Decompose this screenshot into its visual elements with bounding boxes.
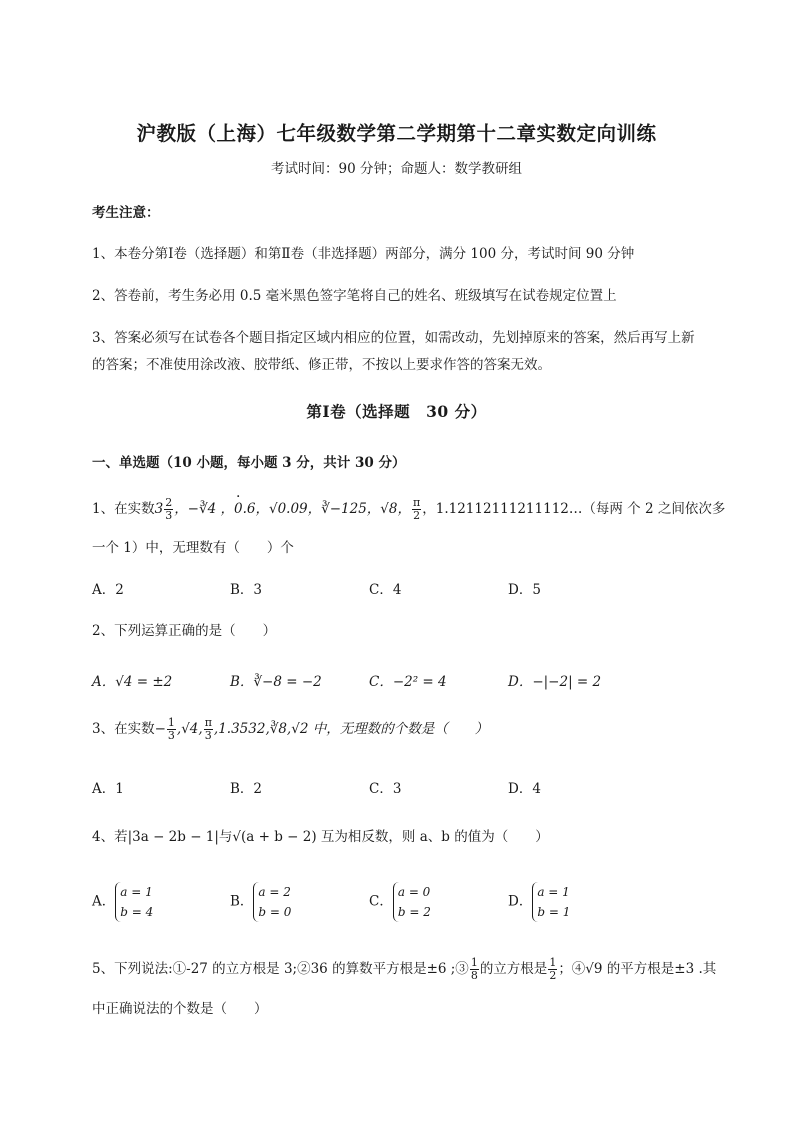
q1-math-4: ，√0.09，∛−125，√8， [255, 501, 412, 517]
q1-math-2: ，−∛4 ， [174, 501, 234, 517]
q5-fraction-1 [470, 957, 479, 982]
section-title: 第Ⅰ卷（选择题 30 分） [306, 402, 487, 421]
q1-frac2-den: 2 [413, 509, 421, 522]
q1-frac1-num: 2 [165, 496, 173, 509]
q1-fraction-1 [164, 497, 173, 522]
q4-option-b-label: B． [230, 893, 254, 910]
question-3-stem [92, 717, 488, 742]
q2-option-a[interactable]: A．√4 = ±2 [92, 674, 173, 690]
q5-tail: ；④√9 的平方根是±3 .其 [558, 961, 717, 977]
q1-option-a[interactable]: A．2 [92, 582, 124, 598]
question-4-stem: 4、若|3a − 2b − 1|与√(a + b − 2) 互为相反数，则 a、b 的值为（ ） [92, 829, 549, 845]
notice-item-1: 1、本卷分第Ⅰ卷（选择题）和第Ⅱ卷（非选择题）两部分，满分 100 分，考试时间 90 分钟 [92, 246, 635, 262]
q5-mid: 的立方根是 [479, 961, 548, 977]
notice-heading: 考生注意： [92, 205, 160, 221]
q4-option-d-eq1: a = 1 [537, 885, 570, 899]
q4-option-b-eq1: a = 2 [258, 885, 291, 899]
q3-option-a[interactable]: A．1 [92, 781, 124, 797]
q4-option-a-system [115, 882, 153, 922]
q2-option-c[interactable]: C．−2² = 4 [369, 674, 447, 690]
q4-option-c-eq2: b = 2 [397, 905, 431, 919]
q1-frac2-num: π [413, 496, 421, 509]
q3-option-c[interactable]: C．3 [369, 781, 402, 797]
question-1-line-1 [92, 497, 725, 522]
page-subtitle: 考试时间：90 分钟；命题人：数学教研组 [271, 161, 522, 177]
q4-option-d-eq2: b = 1 [537, 905, 571, 919]
q3-frac2-num: π [204, 716, 212, 729]
question-2-stem: 2、下列运算正确的是（ ） [92, 623, 277, 639]
q3-frac1-den: 3 [167, 729, 175, 742]
part-heading: 一、单选题（10 小题，每小题 3 分，共计 30 分） [92, 455, 406, 471]
q4-option-b-eq2: b = 0 [258, 905, 292, 919]
q4-option-c-system [393, 882, 431, 922]
q3-prefix: 3、在实数− [92, 721, 166, 737]
q4-option-c[interactable] [369, 882, 431, 922]
q4-option-b[interactable] [230, 882, 291, 922]
q4-option-a[interactable] [92, 882, 153, 922]
q1-math-3: 0.6 · [234, 501, 255, 517]
q4-option-a-eq1: a = 1 [120, 885, 153, 899]
q4-option-d-system [532, 882, 570, 922]
q3-tail: ,1.3532,∛8,√2 中，无理数的个数是（ ） [213, 721, 489, 737]
question-5-line-1 [92, 957, 716, 982]
q1-option-b[interactable]: B．3 [230, 582, 263, 598]
q1-option-c[interactable]: C．4 [369, 582, 402, 598]
q5-frac2-den: 2 [549, 969, 557, 982]
q1-fraction-2 [412, 497, 421, 522]
q4-option-b-system [253, 882, 291, 922]
q4-option-c-eq1: a = 0 [397, 885, 431, 899]
q2-option-b[interactable]: B．∛−8 = −2 [230, 674, 322, 690]
q3-frac2-den: 3 [204, 729, 212, 742]
question-1-line-2: 一个 1）中，无理数有（ ）个 [92, 540, 294, 556]
notice-item-3-cont: 的答案；不准使用涂改液、胶带纸、修正带，不按以上要求作答的答案无效。 [92, 357, 551, 373]
q4-option-a-label: A． [92, 893, 116, 910]
q1-option-d[interactable]: D．5 [508, 582, 541, 598]
q3-fraction-2 [204, 717, 213, 742]
q4-option-d[interactable] [508, 882, 570, 922]
q4-option-c-label: C． [369, 893, 393, 910]
q3-fraction-1 [167, 717, 176, 742]
page-title: 沪教版（上海）七年级数学第二学期第十二章实数定向训练 [136, 122, 657, 145]
q3-option-b[interactable]: B．2 [230, 781, 263, 797]
q4-option-d-label: D． [508, 893, 533, 910]
q3-frac1-num: 1 [167, 716, 175, 729]
q2-option-d[interactable]: D．−|−2| = 2 [508, 674, 602, 690]
q1-math-1: 3 [154, 501, 164, 517]
notice-item-2: 2、答卷前，考生务必用 0.5 毫米黑色签字笔将自己的姓名、班级填写在试卷规定位置上 [92, 288, 617, 304]
q5-frac1-den: 8 [470, 969, 478, 982]
q1-prefix: 1、在实数 [92, 501, 155, 517]
q5-fraction-2 [548, 957, 557, 982]
q4-option-a-eq2: b = 4 [120, 905, 154, 919]
q1-tail: ，1.12112111211112…（每两 个 2 之间依次多 [422, 501, 726, 517]
q1-frac1-den: 3 [165, 509, 173, 522]
question-5-line-2: 中正确说法的个数是（ ） [92, 1001, 268, 1017]
notice-item-3: 3、答案必须写在试卷各个题目指定区域内相应的位置，如需改动，先划掉原来的答案，然后再写上新 [92, 330, 695, 346]
q3-option-d[interactable]: D．4 [508, 781, 541, 797]
q5-frac2-num: 1 [549, 956, 557, 969]
q5-frac1-num: 1 [470, 956, 478, 969]
q5-prefix: 5、下列说法:①-27 的立方根是 3;②36 的算数平方根是±6 ;③ [92, 961, 469, 977]
q3-mid: ,√4, [176, 721, 203, 737]
